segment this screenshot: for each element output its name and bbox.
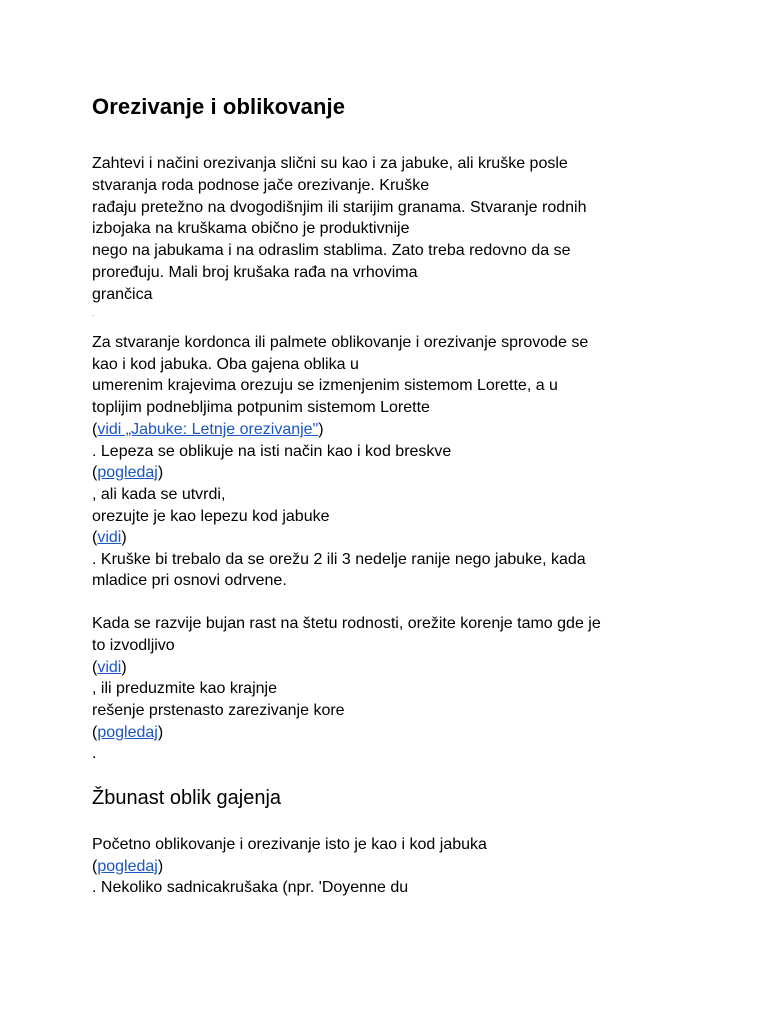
section-heading: Žbunast oblik gajenja [92, 787, 282, 809]
paragraph-line: , ili preduzmite kao krajnje [92, 680, 277, 697]
paren-open: ( [92, 659, 98, 676]
paragraph-line: umerenim krajevima orezuju se izmenjenim sistemom Lorette, a u [92, 377, 558, 394]
paren-open: ( [92, 529, 98, 546]
paragraph-line: . Kruške bi trebalo da se orežu 2 ili 3 nedelje ranije nego jabuke, kada [92, 551, 586, 568]
paragraph-line: to izvodljivo [92, 637, 175, 654]
link-pogledaj[interactable]: pogledaj [97, 858, 158, 875]
paragraph-line: grančica [92, 286, 153, 303]
paren-close: ) [121, 659, 127, 676]
paragraph-line: orezujte je kao lepezu kod jabuke [92, 508, 330, 525]
small-dot: . [92, 309, 95, 318]
paragraph-line: rešenje prstenasto zarezivanje kore [92, 702, 345, 719]
page-title: Orezivanje i oblikovanje [92, 94, 346, 119]
link-jabuke-letnje-orezivanje[interactable]: vidi „Jabuke: Letnje orezivanje" [97, 421, 319, 438]
paragraph-line: mladice pri osnovi odrvene. [92, 572, 287, 589]
link-line [92, 856, 163, 878]
paragraph-line: izbojaka na kruškama obično je produktivnije [92, 220, 410, 237]
paragraph-line: . [92, 745, 97, 762]
link-vidi[interactable]: vidi [97, 529, 122, 546]
paragraph-line: . Lepeza se oblikuje na isti način kao i kod breskve [92, 443, 452, 460]
paren-open: ( [92, 464, 98, 481]
link-vidi[interactable]: vidi [97, 659, 122, 676]
paragraph-line: . Nekoliko sadnicakrušaka (npr. 'Doyenne du [92, 879, 409, 896]
paren-close: ) [157, 858, 164, 875]
link-pogledaj[interactable]: pogledaj [97, 724, 158, 741]
link-line [92, 419, 324, 441]
paragraph-line: nego na jabukama i na odraslim stablima. Zato treba redovno da se [92, 242, 571, 259]
link-line [92, 462, 163, 484]
paragraph-line: Početno oblikovanje i orezivanje isto je kao i kod jabuka [92, 836, 487, 853]
paren-close: ) [121, 529, 127, 546]
paren-open: ( [92, 724, 98, 741]
paren-open: ( [92, 858, 98, 875]
paren-close: ) [157, 724, 164, 741]
paren-open: ( [92, 421, 98, 438]
paragraph-line: stvaranja roda podnose jače orezivanje. Kruške [92, 177, 430, 194]
paragraph-line: Za stvaranje kordonca ili palmete oblikovanje i orezivanje sprovode se [92, 334, 589, 351]
link-line [92, 657, 127, 679]
paren-close: ) [157, 464, 164, 481]
paragraph-line: kao i kod jabuka. Oba gajena oblika u [92, 356, 359, 373]
link-pogledaj[interactable]: pogledaj [97, 464, 158, 481]
paragraph-line: proređuju. Mali broj krušaka rađa na vrhovima [92, 264, 418, 281]
paren-close: ) [318, 421, 324, 438]
link-line [92, 722, 163, 744]
paragraph-line: rađaju pretežno na dvogodišnjim ili starijim granama. Stvaranje rodnih [92, 199, 587, 216]
paragraph-line: Zahtevi i načini orezivanja slični su kao i za jabuke, ali kruške posle [92, 155, 568, 172]
paragraph-line: Kada se razvije bujan rast na štetu rodnosti, orežite korenje tamo gde je [92, 615, 601, 632]
link-line [92, 527, 127, 549]
paragraph-line: toplijim podnebljima potpunim sistemom Lorette [92, 399, 430, 416]
paragraph-line: , ali kada se utvrdi, [92, 486, 226, 503]
